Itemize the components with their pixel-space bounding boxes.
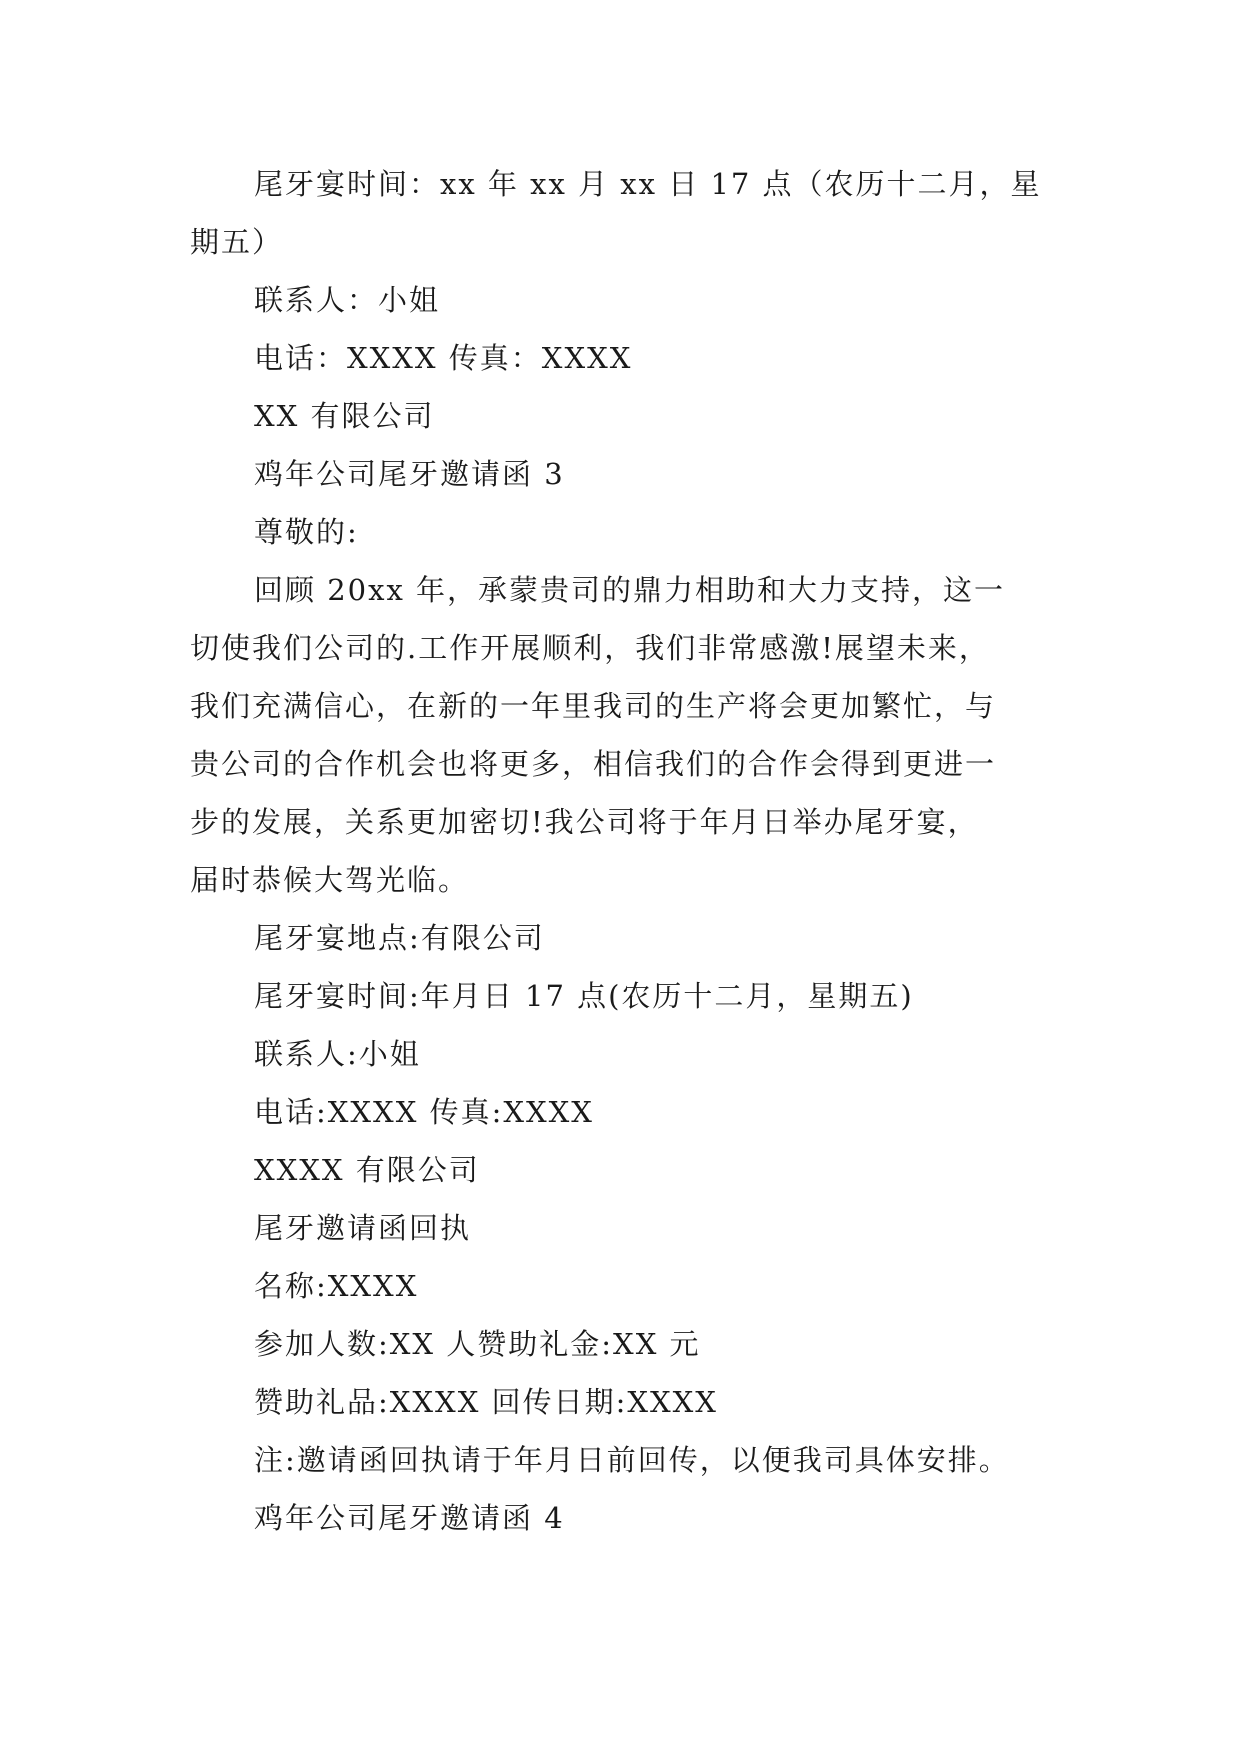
company-name: XX 有限公司 (254, 399, 435, 433)
contact-person: 联系人：小姐 (254, 283, 441, 317)
banquet-time-continuation: 期五） (190, 225, 284, 259)
phone-fax: 电话：XXXX 传真：XXXX (254, 341, 633, 375)
receipt-note: 注:邀请函回执请于年月日前回传，以便我司具体安排。 (254, 1443, 1010, 1477)
receipt-name: 名称:XXXX (254, 1269, 419, 1303)
document-body (190, 155, 1060, 1547)
receipt-attendance: 参加人数:XX 人赞助礼金:XX 元 (254, 1327, 701, 1361)
body-paragraph-line: 届时恭候大驾光临。 (190, 863, 470, 897)
receipt-heading: 尾牙邀请函回执 (254, 1211, 472, 1245)
banquet-location: 尾牙宴地点:有限公司 (254, 921, 545, 955)
contact-person: 联系人:小姐 (254, 1037, 421, 1071)
section-heading-3: 鸡年公司尾牙邀请函 3 (254, 457, 565, 491)
company-name: XXXX 有限公司 (254, 1153, 480, 1187)
body-paragraph-line: 贵公司的合作机会也将更多，相信我们的合作会得到更进一 (190, 747, 997, 781)
phone-fax: 电话:XXXX 传真:XXXX (254, 1095, 594, 1129)
body-paragraph-line: 回顾 20xx 年，承蒙贵司的鼎力相助和大力支持，这一 (254, 573, 1006, 607)
salutation: 尊敬的: (254, 515, 359, 549)
banquet-time-line: 尾牙宴时间：xx 年 xx 月 xx 日 17 点（农历十二月，星 (254, 167, 1042, 201)
receipt-gift: 赞助礼品:XXXX 回传日期:XXXX (254, 1385, 718, 1419)
body-paragraph-line: 步的发展，关系更加密切!我公司将于年月日举办尾牙宴， (190, 805, 979, 839)
body-paragraph-line: 我们充满信心，在新的一年里我司的生产将会更加繁忙，与 (190, 689, 997, 723)
banquet-time: 尾牙宴时间:年月日 17 点(农历十二月，星期五) (254, 979, 914, 1013)
section-heading-4: 鸡年公司尾牙邀请函 4 (254, 1501, 565, 1535)
body-paragraph-line: 切使我们公司的.工作开展顺利，我们非常感激!展望未来， (190, 631, 990, 665)
